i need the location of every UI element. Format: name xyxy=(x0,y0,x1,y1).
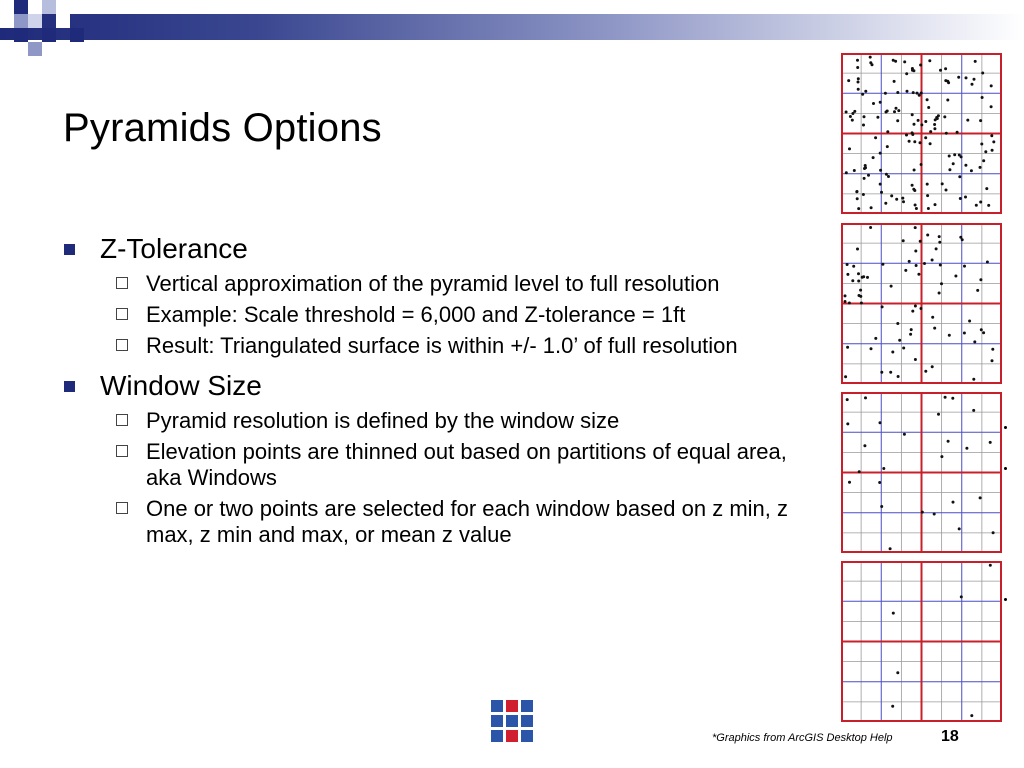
elevation-point xyxy=(859,289,862,292)
elevation-point xyxy=(957,76,960,79)
elevation-point xyxy=(943,115,946,118)
elevation-point xyxy=(911,113,914,116)
elevation-point xyxy=(926,98,929,101)
elevation-point xyxy=(860,302,863,305)
elevation-point xyxy=(979,496,982,499)
elevation-point xyxy=(902,200,905,203)
elevation-point xyxy=(857,207,860,210)
elevation-point xyxy=(970,169,973,172)
elevation-point xyxy=(909,333,912,336)
elevation-point xyxy=(933,123,936,126)
elevation-point xyxy=(954,275,957,278)
elevation-point xyxy=(889,547,892,550)
grid-medium-points-icon xyxy=(841,223,1002,384)
elevation-point xyxy=(963,332,966,335)
elevation-point xyxy=(895,198,898,201)
sub-bullet-text: Elevation points are thinned out based on partitions of equal area, aka Windows xyxy=(146,439,787,490)
hollow-square-bullet-icon xyxy=(116,414,128,426)
sub-bullet xyxy=(62,408,832,434)
elevation-point xyxy=(927,207,930,210)
elevation-point xyxy=(857,280,860,283)
elevation-point xyxy=(985,187,988,190)
elevation-point xyxy=(887,175,890,178)
elevation-point xyxy=(847,79,850,82)
elevation-point xyxy=(857,81,860,84)
elevation-point xyxy=(908,140,911,143)
elevation-point xyxy=(896,91,899,94)
elevation-point xyxy=(857,88,860,91)
elevation-point xyxy=(846,422,849,425)
elevation-point xyxy=(896,322,899,325)
elevation-point xyxy=(990,105,993,108)
elevation-point xyxy=(940,282,943,285)
sub-bullet xyxy=(62,333,832,359)
elevation-point xyxy=(881,305,884,308)
elevation-point xyxy=(947,440,950,443)
elevation-point xyxy=(924,370,927,373)
elevation-point xyxy=(912,91,915,94)
elevation-point xyxy=(976,289,979,292)
elevation-point xyxy=(960,595,963,598)
elevation-point xyxy=(981,72,984,75)
elevation-point xyxy=(894,60,897,63)
elevation-point xyxy=(926,234,929,237)
elevation-point xyxy=(980,143,983,146)
elevation-point xyxy=(902,239,905,242)
elevation-point xyxy=(902,347,905,350)
hollow-square-bullet-icon xyxy=(116,445,128,457)
elevation-point xyxy=(864,396,867,399)
elevation-point xyxy=(938,241,941,244)
elevation-point xyxy=(911,131,914,134)
elevation-point xyxy=(919,141,922,144)
edge-point xyxy=(1004,467,1007,470)
bullet-text: Window Size xyxy=(100,370,262,401)
elevation-point xyxy=(870,206,873,209)
elevation-point xyxy=(982,331,985,334)
sub-bullet-text: One or two points are selected for each window based on z min, z max, z min and max, or mean z value xyxy=(146,496,789,547)
elevation-point xyxy=(991,359,994,362)
elevation-point xyxy=(896,671,899,674)
elevation-point xyxy=(972,378,975,381)
elevation-point xyxy=(958,175,961,178)
elevation-point xyxy=(980,328,983,331)
elevation-point xyxy=(924,120,927,123)
edge-point xyxy=(1004,598,1007,601)
logo-icon xyxy=(491,700,533,742)
elevation-point xyxy=(897,375,900,378)
elevation-point xyxy=(981,96,984,99)
elevation-point xyxy=(908,260,911,263)
elevation-point xyxy=(939,69,942,72)
elevation-point xyxy=(851,279,854,282)
elevation-point xyxy=(845,171,848,174)
elevation-point xyxy=(938,235,941,238)
elevation-point xyxy=(924,136,927,139)
elevation-point xyxy=(966,119,969,122)
elevation-point xyxy=(972,409,975,412)
elevation-point xyxy=(992,140,995,143)
elevation-point xyxy=(895,107,898,110)
elevation-point xyxy=(846,273,849,276)
elevation-point xyxy=(979,166,982,169)
elevation-point xyxy=(906,90,909,93)
elevation-point xyxy=(947,81,950,84)
header-gradient-bar xyxy=(0,14,1024,40)
elevation-point xyxy=(858,470,861,473)
elevation-point xyxy=(917,119,920,122)
elevation-point xyxy=(945,132,948,135)
elevation-point xyxy=(879,169,882,172)
elevation-point xyxy=(861,276,864,279)
elevation-point xyxy=(990,84,993,87)
elevation-point xyxy=(944,67,947,70)
elevation-point xyxy=(933,327,936,330)
elevation-point xyxy=(970,714,973,717)
elevation-point xyxy=(990,134,993,137)
elevation-point xyxy=(879,152,882,155)
elevation-point xyxy=(884,92,887,95)
elevation-point xyxy=(856,66,859,69)
elevation-point xyxy=(880,505,883,508)
elevation-point xyxy=(879,421,882,424)
elevation-point xyxy=(933,513,936,516)
elevation-point xyxy=(991,149,994,152)
elevation-point xyxy=(963,265,966,268)
elevation-point xyxy=(880,371,883,374)
elevation-point xyxy=(959,197,962,200)
elevation-point xyxy=(864,164,867,167)
elevation-point xyxy=(916,92,919,95)
elevation-point xyxy=(897,109,900,112)
elevation-point xyxy=(851,119,854,122)
elevation-point xyxy=(931,316,934,319)
elevation-point xyxy=(952,501,955,504)
elevation-point xyxy=(989,441,992,444)
elevation-point xyxy=(914,226,917,229)
page-title: Pyramids Options xyxy=(63,106,382,150)
elevation-point xyxy=(929,142,932,145)
elevation-point xyxy=(915,264,918,267)
elevation-point xyxy=(872,156,875,159)
elevation-point xyxy=(892,612,895,615)
elevation-point xyxy=(926,183,929,186)
elevation-point xyxy=(845,111,848,114)
elevation-point xyxy=(886,145,889,148)
elevation-point xyxy=(937,114,940,117)
elevation-point xyxy=(879,183,882,186)
elevation-point xyxy=(876,116,879,119)
pyramid-grid-full-resolution xyxy=(841,53,1002,214)
elevation-point xyxy=(920,307,923,310)
elevation-point xyxy=(934,203,937,206)
elevation-point xyxy=(863,115,866,118)
elevation-point xyxy=(863,177,866,180)
elevation-point xyxy=(893,110,896,113)
elevation-point xyxy=(964,164,967,167)
elevation-point xyxy=(964,196,967,199)
elevation-point xyxy=(948,334,951,337)
elevation-point xyxy=(933,127,936,130)
elevation-point xyxy=(851,112,854,115)
elevation-point xyxy=(853,169,856,172)
elevation-point xyxy=(874,337,877,340)
elevation-point xyxy=(898,339,901,342)
elevation-point xyxy=(863,444,866,447)
elevation-point xyxy=(914,358,917,361)
elevation-point xyxy=(920,92,923,95)
elevation-point xyxy=(979,201,982,204)
elevation-point xyxy=(914,305,917,308)
elevation-point xyxy=(979,119,982,122)
elevation-point xyxy=(856,248,859,251)
elevation-point xyxy=(958,527,961,530)
elevation-point xyxy=(846,263,849,266)
elevation-point xyxy=(861,93,864,96)
bullet-window-size xyxy=(62,369,832,403)
elevation-point xyxy=(864,90,867,93)
elevation-point xyxy=(984,150,987,153)
elevation-point xyxy=(881,263,884,266)
elevation-point xyxy=(852,265,855,268)
elevation-point xyxy=(848,147,851,150)
elevation-point xyxy=(982,159,985,162)
grid-very-sparse-points-icon xyxy=(841,561,1002,722)
sub-bullet xyxy=(62,302,832,328)
elevation-point xyxy=(889,371,892,374)
hollow-square-bullet-icon xyxy=(116,502,128,514)
elevation-point xyxy=(857,77,860,80)
elevation-point xyxy=(989,564,992,567)
elevation-point xyxy=(879,101,882,104)
elevation-point xyxy=(986,261,989,264)
elevation-point xyxy=(973,340,976,343)
sub-bullet xyxy=(62,271,832,297)
elevation-point xyxy=(968,320,971,323)
elevation-point xyxy=(923,262,926,265)
elevation-point xyxy=(905,72,908,75)
elevation-point xyxy=(948,168,951,171)
elevation-point xyxy=(858,294,861,297)
elevation-point xyxy=(958,154,961,157)
elevation-point xyxy=(919,240,922,243)
elevation-point xyxy=(951,397,954,400)
elevation-point xyxy=(952,162,955,165)
elevation-point xyxy=(944,79,947,82)
elevation-point xyxy=(959,236,962,239)
elevation-point xyxy=(921,511,924,514)
elevation-point xyxy=(948,155,951,158)
elevation-point xyxy=(886,130,889,133)
elevation-point xyxy=(891,705,894,708)
elevation-point xyxy=(885,173,888,176)
sub-bullet-text: Vertical approximation of the pyramid level to full resolution xyxy=(146,271,720,296)
elevation-point xyxy=(928,59,931,62)
elevation-point xyxy=(975,204,978,207)
elevation-point xyxy=(913,123,916,126)
elevation-point xyxy=(945,189,948,192)
elevation-point xyxy=(890,194,893,197)
elevation-point xyxy=(869,226,872,229)
elevation-point xyxy=(911,310,914,313)
elevation-point xyxy=(939,264,942,267)
elevation-point xyxy=(890,285,893,288)
elevation-point xyxy=(931,259,934,262)
sub-bullet xyxy=(62,496,832,548)
elevation-point xyxy=(965,76,968,79)
elevation-point xyxy=(920,123,923,126)
elevation-point xyxy=(919,64,922,67)
elevation-point xyxy=(846,398,849,401)
elevation-point xyxy=(991,348,994,351)
elevation-point xyxy=(846,346,849,349)
elevation-point xyxy=(913,169,916,172)
elevation-point xyxy=(874,136,877,139)
bullet-z-tolerance xyxy=(62,232,832,266)
elevation-point xyxy=(953,153,956,156)
elevation-point xyxy=(903,60,906,63)
hollow-square-bullet-icon xyxy=(116,277,128,289)
elevation-point xyxy=(870,347,873,350)
pyramid-grid-level-3 xyxy=(841,561,1002,722)
grid-dense-points-icon xyxy=(841,53,1002,214)
elevation-point xyxy=(931,365,934,368)
bullet-list xyxy=(62,224,832,548)
elevation-point xyxy=(844,375,847,378)
elevation-point xyxy=(880,191,883,194)
elevation-point xyxy=(869,61,872,64)
elevation-point xyxy=(884,202,887,205)
elevation-point xyxy=(946,99,949,102)
elevation-point xyxy=(926,194,929,197)
elevation-point xyxy=(965,447,968,450)
pyramid-grid-level-1 xyxy=(841,223,1002,384)
elevation-point xyxy=(917,273,920,276)
elevation-point xyxy=(904,269,907,272)
elevation-point xyxy=(901,197,904,200)
elevation-point xyxy=(856,197,859,200)
sub-bullet-text: Result: Triangulated surface is within +/- 1.0’ of full resolution xyxy=(146,333,738,358)
elevation-point xyxy=(848,481,851,484)
elevation-point xyxy=(911,184,914,187)
elevation-point xyxy=(844,294,847,297)
elevation-point xyxy=(979,278,982,281)
page-number: 18 xyxy=(941,728,959,745)
graphics-credit: *Graphics from ArcGIS Desktop Help xyxy=(712,732,893,744)
elevation-point xyxy=(893,80,896,83)
elevation-point xyxy=(974,60,977,63)
hollow-square-bullet-icon xyxy=(116,339,128,351)
header-squares-decoration xyxy=(0,0,90,70)
elevation-point xyxy=(914,250,917,253)
sub-bullet-text: Pyramid resolution is defined by the window size xyxy=(146,408,620,433)
elevation-point xyxy=(878,481,881,484)
hollow-square-bullet-icon xyxy=(116,308,128,320)
elevation-point xyxy=(910,328,913,331)
elevation-point xyxy=(927,106,930,109)
elevation-point xyxy=(937,413,940,416)
elevation-point xyxy=(867,174,870,177)
elevation-point xyxy=(866,276,869,279)
elevation-point xyxy=(896,119,899,122)
elevation-point xyxy=(938,292,941,295)
elevation-point xyxy=(935,247,938,250)
elevation-point xyxy=(987,204,990,207)
sub-bullet-text: Example: Scale threshold = 6,000 and Z-tolerance = 1ft xyxy=(146,302,686,327)
elevation-point xyxy=(862,124,865,127)
elevation-point xyxy=(856,59,859,62)
elevation-point xyxy=(912,188,915,191)
elevation-point xyxy=(869,56,872,59)
elevation-point xyxy=(940,455,943,458)
sub-bullet xyxy=(62,439,832,491)
elevation-point xyxy=(891,351,894,354)
elevation-point xyxy=(905,134,908,137)
elevation-point xyxy=(992,531,995,534)
elevation-point xyxy=(872,102,875,105)
elevation-point xyxy=(918,94,921,97)
elevation-point xyxy=(941,182,944,185)
elevation-point xyxy=(849,115,852,118)
elevation-point xyxy=(944,396,947,399)
elevation-point xyxy=(973,78,976,81)
elevation-point xyxy=(961,238,964,241)
elevation-point xyxy=(886,110,889,113)
elevation-point xyxy=(929,130,932,133)
pyramid-grid-level-2 xyxy=(841,392,1002,553)
elevation-point xyxy=(862,193,865,196)
elevation-point xyxy=(882,467,885,470)
elevation-point xyxy=(915,207,918,210)
elevation-point xyxy=(920,163,923,166)
bullet-text: Z-Tolerance xyxy=(100,233,248,264)
edge-point xyxy=(1004,426,1007,429)
grid-sparse-points-icon xyxy=(841,392,1002,553)
elevation-point xyxy=(855,190,858,193)
elevation-point xyxy=(956,131,959,134)
elevation-point xyxy=(913,140,916,143)
elevation-point xyxy=(911,69,914,72)
elevation-point xyxy=(844,300,847,303)
elevation-point xyxy=(857,272,860,275)
elevation-point xyxy=(848,302,851,305)
elevation-point xyxy=(914,204,917,207)
elevation-point xyxy=(903,433,906,436)
elevation-point xyxy=(971,83,974,86)
